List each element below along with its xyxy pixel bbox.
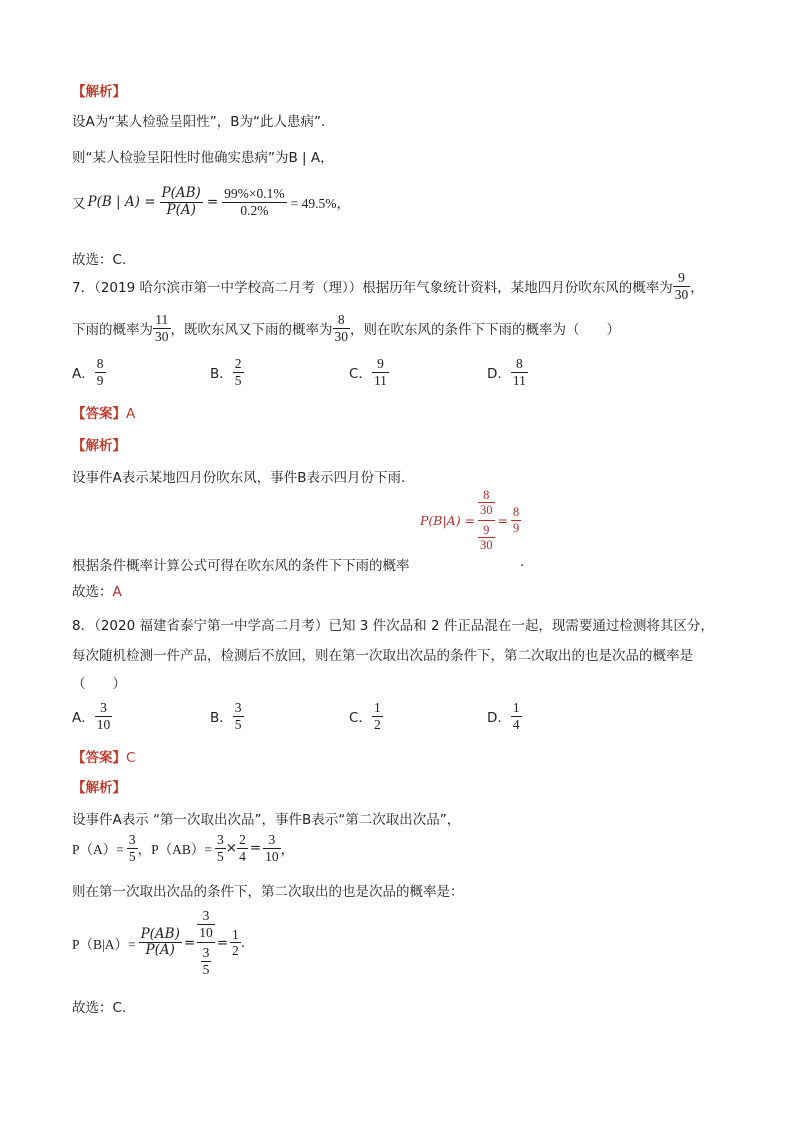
q8-cond-eq-2: = (216, 934, 228, 951)
q7-option-a (72, 356, 106, 388)
q7-option-d-value (511, 356, 528, 388)
q8-pab-f1 (215, 832, 226, 864)
q7-formula-eq: = (497, 512, 509, 528)
q8-cond-fraction-num: P(AB) (140, 925, 180, 942)
q8-pab-lhs: ，P（AB）= (137, 842, 213, 858)
q8-stem-line-3: （ ） (72, 676, 126, 692)
q8-cond-fraction (139, 927, 182, 959)
q7-option-d-den: 11 (512, 372, 526, 388)
q6-formula-fraction-2 (222, 186, 286, 218)
q7-formula-top-num: 8 (483, 488, 490, 502)
q8-conditional-formula (72, 908, 245, 977)
q7-p-east (673, 270, 691, 302)
q8-answer-label: 【答案】 (72, 750, 126, 766)
q7-formula (420, 488, 521, 553)
q8-option-c-label: C． (349, 710, 372, 727)
q8-cond-bottom-num: 3 (202, 945, 210, 961)
q6-formula-fraction-2-num: 99%×0.1% (224, 186, 285, 201)
q8-analysis-line-3: 则在第一次取出次品的条件下，第二次取出的也是次品的概率是： (72, 884, 464, 900)
q7-option-b-den: 5 (234, 372, 242, 388)
q7-stem-b1: 下雨的概率为 (72, 322, 153, 339)
q8-option-b-num: 3 (234, 700, 242, 715)
q6-analysis-line-2: 则“某人检验呈阳性时他确实患病”为B | A， (72, 150, 334, 166)
q7-conclusion-value: A (112, 584, 122, 600)
q8-option-a (72, 700, 112, 732)
q8-pab-result (263, 832, 281, 864)
q7-analysis-line-2-end: . (520, 554, 525, 570)
q8-option-c (349, 700, 383, 732)
q8-pab-result-num: 3 (268, 832, 276, 847)
q7-option-a-value (95, 356, 106, 388)
q8-option-a-label: A． (72, 710, 95, 727)
q8-cond-lhs: P（B|A）= (72, 936, 136, 952)
q8-option-d-label: D． (487, 710, 511, 727)
q8-option-d-num: 1 (512, 700, 520, 715)
q7-formula-bottom-fraction (478, 523, 495, 553)
q8-option-b-label: B． (210, 710, 233, 727)
q7-answer (72, 402, 135, 422)
q7-stem-b2: ，既吹东风又下雨的概率为 (170, 322, 333, 339)
q8-cond-result-num: 1 (232, 926, 239, 942)
q7-option-d-num: 8 (516, 356, 523, 371)
q8-option-a-num: 3 (100, 700, 107, 715)
q7-formula-result-num: 8 (513, 505, 520, 520)
q7-p-both-den: 30 (334, 328, 348, 344)
q8-conclusion: 故选：C. (72, 1000, 127, 1016)
q7-option-a-num: 8 (96, 356, 104, 371)
q8-pab-eq: = (249, 840, 262, 857)
q7-option-c-label: C． (349, 366, 372, 383)
q7-conclusion (72, 580, 122, 600)
q8-option-c-num: 1 (373, 700, 381, 715)
q7-analysis-label: 【解析】 (72, 438, 126, 454)
q8-analysis-line-1: 设事件A表示 “第一次取出次品”，事件B表示“第二次取出次品”， (72, 812, 461, 828)
q8-pa-num: 3 (128, 832, 136, 847)
q7-option-b-value (233, 356, 244, 388)
q8-cond-top-fraction (197, 908, 215, 940)
q6-formula-lhs: P(B | A) = (87, 194, 156, 211)
q7-conclusion-prefix: 故选： (72, 584, 113, 600)
q6-formula-fraction-1-num: P(AB) (161, 185, 201, 201)
q7-answer-value: A (126, 406, 136, 422)
q8-cond-top-den: 10 (199, 924, 213, 940)
q7-option-c-value (372, 356, 389, 388)
q8-option-d-den: 4 (512, 716, 520, 732)
q7-formula-result-den: 9 (513, 520, 520, 535)
q8-pa-value (127, 832, 138, 864)
q7-p-both-num: 8 (337, 312, 345, 327)
q8-cond-result (230, 927, 241, 959)
q8-option-d (487, 700, 522, 732)
q6-formula-fraction-1-den: P(A) (166, 201, 196, 218)
q7-formula-bottom-num: 9 (483, 522, 490, 537)
q8-option-c-den: 2 (373, 716, 381, 732)
q7-formula-top-fraction (478, 488, 495, 518)
q8-cond-bottom-fraction (201, 945, 212, 977)
q7-formula-result (511, 505, 521, 535)
q7-option-c-num: 9 (377, 356, 384, 371)
q8-option-c-value (372, 700, 383, 732)
q7-option-d (487, 356, 528, 388)
q7-stem-line-2 (72, 312, 620, 344)
q7-formula-bottom-den: 30 (480, 538, 493, 553)
q7-option-b (210, 356, 244, 388)
q7-analysis-line-2: 根据条件概率计算公式可得在吹东风的条件下下雨的概率 (72, 558, 410, 574)
q8-pa-den: 5 (128, 848, 136, 864)
q6-formula-fraction-1 (160, 186, 203, 218)
q8-pab-end: ， (280, 842, 295, 859)
q7-p-rain (153, 312, 171, 344)
q8-option-a-den: 10 (96, 716, 111, 732)
q6-formula-fraction-2-den: 0.2% (240, 202, 269, 218)
q8-pa-lhs: P（A）= (72, 842, 124, 858)
q7-answer-label: 【答案】 (72, 406, 126, 422)
q8-pab-result-den: 10 (265, 848, 279, 864)
q8-pab-f1-num: 3 (217, 832, 224, 847)
q7-option-c-den: 11 (373, 372, 387, 388)
q8-pab-times: × (225, 840, 238, 857)
q6-analysis-line-1: 设A为“某人检验呈阳性”，B为“此人患病”. (72, 114, 326, 130)
q8-analysis-label: 【解析】 (72, 780, 126, 796)
q8-pab-f2 (237, 832, 248, 864)
q7-stem-line-1: 7．（2019 哈尔滨市第一中学校高二月考（理））根据历年气象统计资料，某地四月份吹东风的概率为 $\frac{9}{30}$ ， (72, 270, 704, 302)
q7-option-c (349, 356, 389, 388)
q6-analysis-label: 【解析】 (72, 84, 126, 100)
q8-stem-line-1: 8．（2020 福建省泰宁第一中学高二月考）已知 3 件次品和 2 件正品混在一起，现需要通过检测将其区分， (72, 618, 714, 634)
q8-option-b-value (233, 700, 244, 732)
q7-stem-b3: ，则在吹东风的条件下下雨的概率为（ ） (350, 322, 620, 339)
q7-formula-top-den: 30 (480, 503, 493, 518)
q6-formula-rhs: = 49.5%， (290, 196, 350, 212)
q6-conclusion: 故选：C. (72, 252, 127, 268)
q8-cond-bottom-den: 5 (202, 961, 210, 977)
q7-analysis-line-1: 设事件A表示某地四月份吹东风，事件B表示四月份下雨. (72, 470, 406, 486)
q7-option-b-num: 2 (234, 356, 242, 371)
q8-pab-f2-num: 2 (239, 832, 246, 847)
q7-formula-lhs: P(B|A) = (420, 512, 476, 528)
q7-option-a-den: 9 (96, 372, 104, 388)
q8-option-d-value (511, 700, 522, 732)
q7-option-d-label: D． (487, 366, 511, 383)
q7-p-rain-num: 11 (155, 312, 169, 327)
q8-cond-fraction-den: P(A) (145, 942, 175, 959)
q6-formula: 又 P(B | A) = $\frac{P(AB)}{P(A)}$ = $\frac{99\%\times 0.1\%}{0.2\%}$ = 49.5%， (72, 185, 350, 218)
q8-cond-result-den: 2 (232, 943, 239, 959)
q7-p-both (333, 312, 351, 344)
q7-p-rain-den: 30 (155, 328, 169, 344)
q6-formula-prefix: 又 (72, 196, 86, 213)
q8-stem-line-2: 每次随机检测一件产品，检测后不放回，则在第一次取出次品的条件下，第二次取出的也是次品的概率是 (72, 648, 693, 664)
q7-option-a-label: A． (72, 366, 95, 383)
q8-cond-top-num: 3 (202, 908, 210, 923)
q8-cond-eq: = (183, 934, 196, 951)
q8-probabilities (72, 832, 294, 864)
q7-stem-a: 7．（2019 哈尔滨市第一中学校高二月考（理））根据历年气象统计资料，某地四月份吹东风的概率为 (72, 280, 673, 297)
q8-option-b-den: 5 (234, 716, 242, 732)
q7-p-east-den: 30 (674, 286, 689, 302)
q8-answer (72, 746, 135, 766)
q8-option-a-value (95, 700, 113, 732)
q8-option-b (210, 700, 244, 732)
q7-option-b-label: B． (210, 366, 233, 383)
q8-cond-complex-fraction (197, 908, 215, 977)
q7-p-east-num: 9 (678, 270, 685, 285)
q8-cond-end: . (240, 934, 246, 951)
q8-pab-f1-den: 5 (217, 848, 224, 864)
q8-pab-f2-den: 4 (239, 848, 246, 864)
q7-formula-complex-fraction (478, 488, 495, 553)
q8-answer-value: C (126, 750, 136, 766)
